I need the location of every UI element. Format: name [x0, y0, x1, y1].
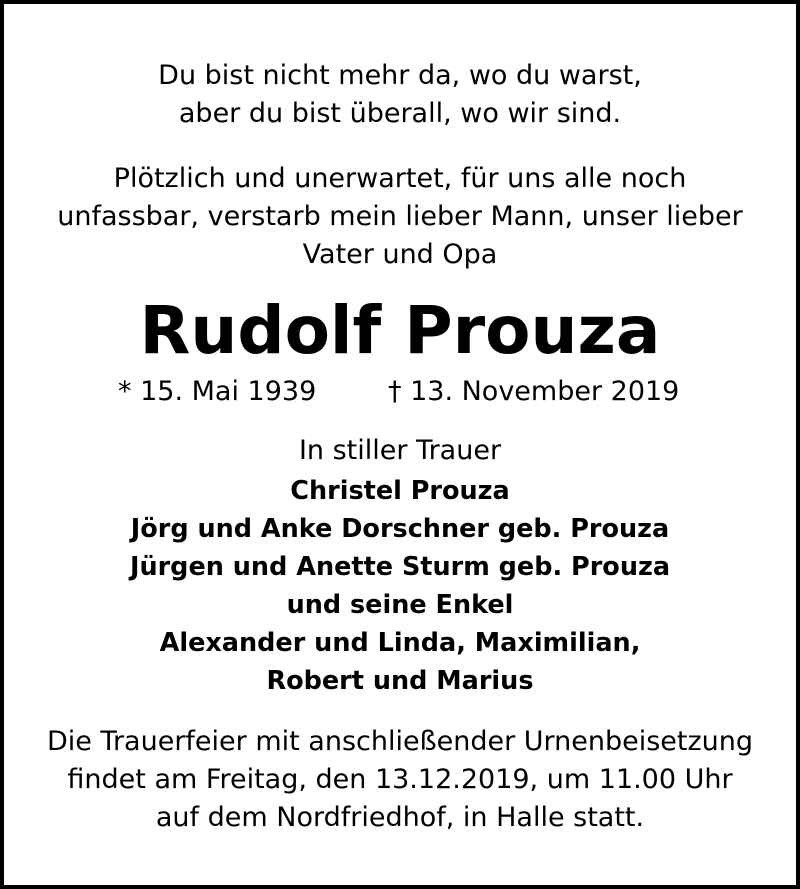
mourner-line: Jürgen und Anette Sturm geb. Prouza — [129, 552, 671, 582]
poem-line-1: Du bist nicht mehr da, wo du warst, — [158, 60, 642, 91]
intro-line-2: unfassbar, verstarb mein lieber Mann, unser lieber — [57, 201, 743, 232]
mourner-line: Alexander und Linda, Maximilian, — [159, 628, 641, 658]
life-dates — [4, 376, 796, 416]
mourner-line: Robert und Marius — [266, 666, 534, 696]
poem-line-2: aber du bist überall, wo wir sind. — [178, 98, 622, 129]
intro-line-3: Vater und Opa — [302, 239, 498, 270]
funeral-line-1: Die Trauerfeier mit anschließender Urnenbeisetzung — [46, 726, 754, 757]
mourner-line: Christel Prouza — [290, 476, 510, 506]
intro-line-1: Plötzlich und unerwartet, für uns alle noch — [113, 163, 687, 194]
mourner-line: Jörg und Anke Dorschner geb. Prouza — [130, 514, 670, 544]
mourning-intro: In stiller Trauer — [298, 435, 502, 466]
deceased-name: Rudolf Prouza — [139, 292, 661, 369]
death-date: † 13. November 2019 — [388, 376, 680, 407]
funeral-line-2: findet am Freitag, den 13.12.2019, um 11.00 Uhr — [67, 764, 733, 795]
mourner-line: und seine Enkel — [286, 590, 514, 620]
birth-date: * 15. Mai 1939 — [118, 376, 317, 407]
funeral-line-3: auf dem Nordfriedhof, in Halle statt. — [155, 802, 645, 833]
